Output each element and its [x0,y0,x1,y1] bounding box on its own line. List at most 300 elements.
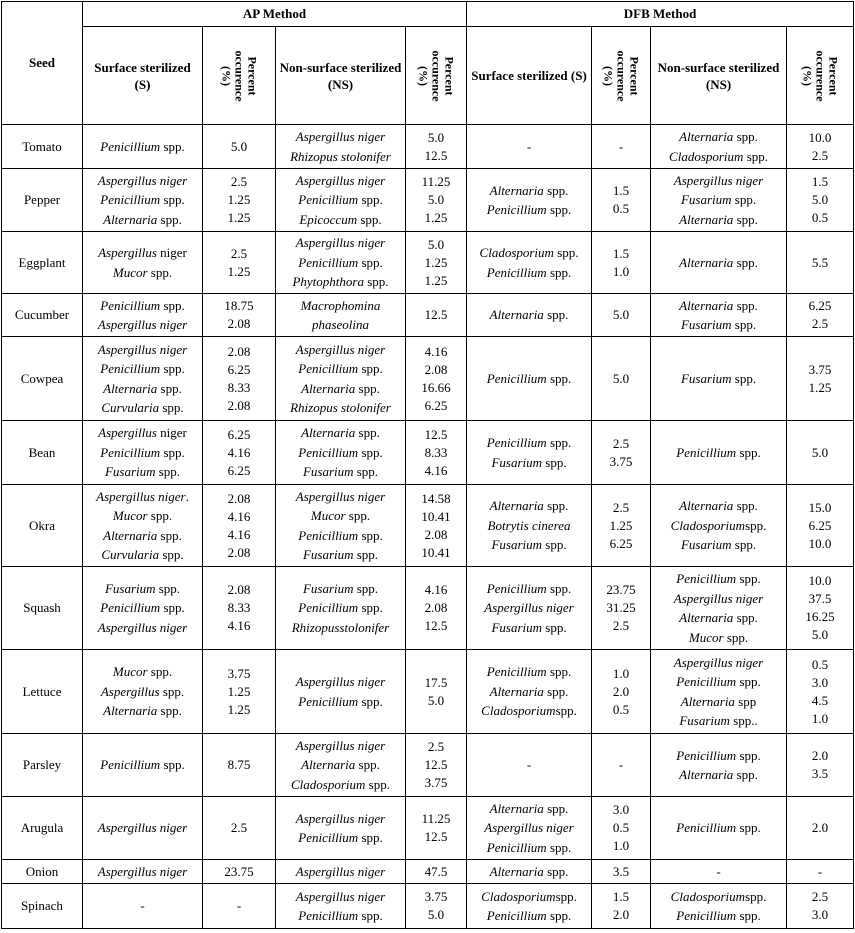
percent-value: 0.5 [612,820,630,835]
organism-entry [85,398,200,418]
dfb-surface-organisms [467,734,592,797]
organism-entry [653,608,784,628]
percent-value: 2.08 [227,490,251,506]
organism-entry [278,755,403,775]
header-ap-surface: Surface sterilized (S) [83,27,203,125]
ap-surface-organisms [83,125,203,169]
percent-value: 8.75 [227,757,251,772]
percent-value: 2.08 [227,582,251,597]
organism-genus: Penicillium [298,361,359,376]
table-row [2,650,854,734]
organism-genus: Penicillium [676,674,737,689]
table-row [2,337,854,421]
organism-entry [653,171,784,191]
organism-entry [85,896,200,916]
percent-value: 5.0 [427,192,445,207]
organism-suffix: - [140,898,145,914]
organism-entry [278,487,403,507]
organism-entry [653,190,784,210]
organism-genus: Curvularia [101,400,160,415]
organism-genus: Penicillium [100,600,161,616]
organism-entry [278,272,403,292]
ap-nonsurface-organisms [276,884,406,929]
seed-name: Onion [2,860,83,884]
dfb-nonsurface-organisms [651,650,787,734]
organism-genus: Aspergillus niger [295,488,386,504]
organism-entry [653,887,784,907]
organism-entry [85,818,200,838]
seed-name: Eggplant [2,232,83,294]
percent-value: 2.08 [227,343,251,359]
organism-suffix: spp. [155,464,181,480]
organism-suffix: spp. [543,182,569,198]
dfb-surface-percent [592,125,651,169]
organism-genus: Cladosporium [670,888,746,904]
dfb-surface-percent [592,567,651,650]
organism-entry [469,662,589,682]
organism-entry [278,579,403,599]
organism-genus: Aspergillus niger [295,235,386,251]
organism-entry [85,423,200,443]
percent-value: 2.08 [424,600,448,615]
organism-entry [653,147,784,167]
organism-genus: Fusarium [679,713,730,728]
dfb-nonsurface-percent [787,485,854,567]
organism-entry [278,127,403,147]
organism-entry [278,147,403,167]
ap-surface-percent [203,421,276,485]
seed-name: Lettuce [2,650,83,734]
organism-entry [278,598,403,618]
percent-value: 1.0 [811,710,829,726]
ap-surface-organisms [83,294,203,337]
organism-suffix: spp. [160,600,185,616]
organism-entry [85,862,200,882]
organism-entry [85,701,200,721]
percent-value: 2.5 [612,499,630,515]
organism-genus: Curvularia [101,547,160,562]
ap-nonsurface-percent [406,884,467,929]
organism-suffix: spp. [736,908,761,923]
table-row [2,797,854,860]
organism-suffix: spp. [745,517,767,533]
dfb-surface-percent [592,860,651,884]
percent-value: 3.0 [811,674,829,690]
ap-surface-organisms [83,485,203,567]
dfb-surface-organisms [467,169,592,232]
organism-genus: Penicillium [298,693,359,709]
organism-suffix: spp. [160,297,185,313]
dfb-surface-percent [592,884,651,929]
dfb-nonsurface-organisms [651,884,787,929]
dfb-surface-percent [592,337,651,421]
table-row [2,294,854,337]
percent-value: 11.25 [421,174,451,189]
organism-genus: Penicillium [298,908,359,923]
organism-suffix: spp. [160,192,185,208]
organism-genus: Alternaria [103,380,158,396]
organism-suffix: spp. [345,508,371,523]
organism-suffix: spp. [358,254,383,270]
ap-nonsurface-percent [406,125,467,169]
organism-entry [653,765,784,785]
organism-entry [278,398,403,418]
organism-entry [278,253,403,273]
percent-value: 2.08 [424,361,448,377]
percent-value: 16.25 [805,609,835,624]
organism-genus: Alternaria [679,129,734,144]
table-row [2,232,854,294]
percent-value: 12.5 [424,757,448,772]
organism-genus: Penicillium [676,820,737,836]
percent-value: 2.0 [612,907,630,922]
organism-entry [85,340,200,360]
organism-entry [85,506,200,526]
table-row [2,485,854,567]
ap-nonsurface-organisms [276,567,406,650]
ap-surface-organisms [83,797,203,860]
percent-value: 10.0 [808,573,832,588]
ap-surface-percent [203,567,276,650]
dfb-nonsurface-percent [787,650,854,734]
dfb-nonsurface-percent [787,797,854,860]
organism-suffix: spp. [731,370,757,386]
organism-genus: Fusarium [680,370,732,386]
percent-value: 4.16 [424,343,448,359]
dfb-nonsurface-organisms [651,797,787,860]
header-dfb-method: DFB Method [467,2,854,27]
organism-suffix: spp. [147,264,173,280]
dfb-nonsurface-organisms [651,421,787,485]
organism-suffix: spp. [736,571,761,586]
organism-suffix: . [185,488,189,504]
ap-nonsurface-organisms [276,650,406,734]
organism-genus: Aspergillus niger [295,674,386,689]
percent-value: 5.0 [427,907,445,922]
dfb-nonsurface-percent [787,232,854,294]
organism-entry [85,755,200,775]
percent-value: 1.5 [811,174,829,189]
percent-value: 4.5 [811,692,829,708]
percent-value: 1.25 [227,701,251,717]
organism-suffix: spp. [543,800,569,816]
organism-entry [653,369,784,389]
organism-genus: Alternaria [489,498,544,514]
table-row [2,567,854,650]
dfb-nonsurface-percent [787,884,854,929]
organism-entry [653,569,784,589]
organism-suffix: spp. [355,425,380,441]
organism-suffix: spp. [733,767,758,782]
organism-entry [278,672,403,692]
organism-entry [278,190,403,210]
organism-genus: Alternaria [489,863,544,879]
percent-value: 1.25 [227,683,251,699]
ap-surface-percent [203,337,276,421]
organism-entry [278,462,403,482]
seed-name: Spinach [2,884,83,929]
ap-nonsurface-organisms [276,125,406,169]
percent-value: 8.33 [227,379,251,395]
organism-genus: Aspergillus niger [295,810,386,826]
percent-value: 1.5 [612,183,630,198]
ap-nonsurface-organisms [276,860,406,884]
organism-entry [469,263,589,283]
organism-genus: Penicillium [486,664,547,680]
organism-entry [653,906,784,926]
organism-suffix: spp. [736,444,761,460]
organism-genus: Penicillium [486,264,547,280]
organism-entry [469,838,589,858]
organism-suffix: spp. [743,148,768,164]
dfb-nonsurface-organisms [651,294,787,337]
percent-value: 3.75 [808,361,832,377]
organism-entry [469,682,589,702]
organism-entry [469,755,589,775]
percent-value: 3.0 [612,802,630,817]
ap-nonsurface-organisms [276,337,406,421]
organism-genus: Penicillium [100,138,161,154]
organism-suffix: spp. [159,683,185,699]
percent-value: 0.5 [811,656,829,672]
organism-entry [85,526,200,546]
organism-suffix: spp. [355,380,380,396]
dfb-nonsurface-percent [787,421,854,485]
header-ap-nonsurface-percent: Percent occurence (%) [406,27,467,125]
organism-suffix: spp. [358,830,383,845]
organism-suffix: spp [734,693,757,709]
percent-value: 6.25 [808,298,832,313]
organism-entry [278,736,403,756]
organism-genus: Mucor [688,629,724,645]
dfb-surface-organisms [467,884,592,929]
dfb-surface-organisms [467,125,592,169]
organism-genus: Cladosporium [670,517,746,533]
organism-genus: Aspergillus niger [484,600,574,616]
seed-name: Cucumber [2,294,83,337]
table-row [2,734,854,797]
organism-genus: Penicillium [100,444,161,460]
organism-genus: Alternaria [679,610,734,625]
organism-genus: Mucor [112,508,148,523]
ap-surface-percent [203,734,276,797]
organism-entry [469,598,589,618]
organism-suffix: spp. [542,619,567,635]
percent-value: 6.25 [609,535,633,551]
organism-genus: Alternaria [679,498,734,514]
organism-genus: Penicillium [100,361,161,376]
organism-suffix: spp. [358,192,383,208]
seed-name: Squash [2,567,83,650]
percent-value: - [236,898,242,913]
percent-value: 10.0 [808,535,832,551]
organism-suffix: spp. [157,527,182,543]
percent-value: 3.5 [612,863,630,879]
dfb-nonsurface-percent [787,734,854,797]
organism-suffix: spp. [357,211,382,227]
organism-genus: Penicillium [100,757,161,773]
organism-entry [85,545,200,565]
ap-nonsurface-percent [406,860,467,884]
dfb-surface-percent [592,421,651,485]
percent-value: 3.0 [811,907,829,922]
organism-entry [85,263,200,283]
organism-suffix: spp. [733,297,758,313]
organism-entry [469,579,589,599]
organism-genus: Fusarium [302,547,354,562]
organism-entry [278,233,403,253]
percent-value: 1.0 [612,838,630,853]
seed-name: Pepper [2,169,83,232]
organism-entry [469,516,589,536]
organism-entry [278,618,403,638]
organism-entry [653,443,784,463]
header-dfb-nonsurface: Non-surface sterilized (NS) [651,27,787,125]
organism-genus: Aspergillus [98,425,157,441]
percent-value: 23.75 [606,582,636,597]
organism-genus: Alternaria [679,767,734,782]
organism-entry [469,369,589,389]
header-ap-surface-percent: Percent occurence (%) [203,27,276,125]
percent-value: 2.0 [612,683,630,699]
ap-surface-organisms [83,860,203,884]
organism-genus: Alternaria [489,683,544,699]
percent-value: 1.25 [424,272,448,288]
organism-suffix: spp. [155,580,181,596]
organism-entry [469,496,589,516]
organism-genus: Alternaria [680,693,735,709]
header-ap-method: AP Method [83,2,467,27]
percent-value: 1.25 [424,210,448,225]
ap-surface-percent [203,797,276,860]
organism-genus: Penicillium [298,600,359,616]
header-dfb-nonsurface-percent: Percent occurence (%) [787,27,854,125]
organism-genus: Mucor [112,264,148,280]
dfb-nonsurface-percent [787,125,854,169]
percent-value: 4.16 [424,582,448,597]
organism-genus: Cladosporium [481,888,556,904]
percent-value: 1.25 [227,263,251,279]
organism-entry [85,171,200,191]
ap-surface-organisms [83,232,203,294]
percent-value: 2.5 [230,174,248,189]
percent-value: 2.5 [230,245,248,261]
organism-suffix: spp. [353,580,379,596]
organism-entry [469,181,589,201]
organism-entry [278,506,403,526]
percent-value: 2.5 [811,316,829,331]
organism-suffix: spp. [355,757,380,773]
percent-value: 0.5 [612,701,630,717]
organism-entry [278,828,403,848]
dfb-nonsurface-percent [787,860,854,884]
table-row [2,125,854,169]
organism-entry [85,662,200,682]
organism-entry [653,296,784,316]
dfb-nonsurface-percent [787,567,854,650]
organism-genus: Penicillium [100,297,161,313]
organism-entry [278,379,403,399]
organism-genus: Mucor [310,508,346,523]
organism-genus: Fusarium [302,464,354,480]
dfb-nonsurface-organisms [651,485,787,567]
organism-entry [85,682,200,702]
organism-entry [469,305,589,325]
organism-entry [85,487,200,507]
organism-suffix: spp. [733,211,758,227]
organism-genus: Penicillium [298,830,359,845]
dfb-nonsurface-organisms [651,734,787,797]
organism-entry [469,433,589,453]
dfb-surface-organisms [467,485,592,567]
ap-nonsurface-organisms [276,232,406,294]
organism-suffix: spp.. [729,713,758,728]
organism-suffix: spp. [542,537,567,553]
percent-value: 11.25 [421,811,451,826]
organism-genus: Aspergillus niger [484,820,574,836]
organism-genus: Fusarium [491,454,543,470]
dfb-nonsurface-organisms [651,125,787,169]
organism-entry [653,628,784,648]
organism-genus: Aspergillus niger [97,317,188,332]
organism-entry [278,545,403,565]
organism-entry [469,906,589,926]
percent-value: 1.5 [612,889,630,904]
ap-surface-percent [203,294,276,337]
ap-surface-organisms [83,884,203,929]
ap-nonsurface-percent [406,421,467,485]
organism-entry [469,200,589,220]
organism-suffix: - [526,138,532,154]
organism-genus: Epicoccum [299,211,358,227]
dfb-surface-percent [592,650,651,734]
organism-suffix: spp. [157,380,182,396]
percent-value: 23.75 [224,863,254,879]
organism-genus: Macrophomina [300,297,381,313]
organism-suffix: spp. [363,274,389,290]
ap-nonsurface-percent [406,734,467,797]
organism-entry [85,190,200,210]
dfb-nonsurface-percent [787,294,854,337]
organism-suffix: - [526,757,532,773]
ap-surface-percent [203,650,276,734]
organism-genus: Penicillium [676,571,737,586]
dfb-surface-percent [592,169,651,232]
organism-entry [653,127,784,147]
organism-suffix: spp. [358,693,383,709]
organism-genus: Alternaria [489,307,544,323]
percent-value: 10.41 [421,544,451,560]
organism-genus: Penicillium [298,254,359,270]
percent-value: 6.25 [227,361,251,377]
organism-suffix: niger [156,245,187,260]
percent-value: 1.5 [612,245,630,261]
organism-entry [85,598,200,618]
organism-genus: Alternaria [103,211,158,227]
dfb-nonsurface-organisms [651,337,787,421]
percent-value: 1.25 [227,192,251,207]
seed-name: Cowpea [2,337,83,421]
ap-nonsurface-organisms [276,421,406,485]
organism-genus: Rhizopus stolonifer [290,400,391,415]
percent-value: 2.0 [811,820,829,835]
ap-surface-organisms [83,337,203,421]
organism-entry [653,589,784,609]
organism-genus: Aspergillus niger [97,820,188,836]
organism-entry [653,692,784,712]
dfb-surface-percent [592,797,651,860]
organism-entry [278,775,403,795]
